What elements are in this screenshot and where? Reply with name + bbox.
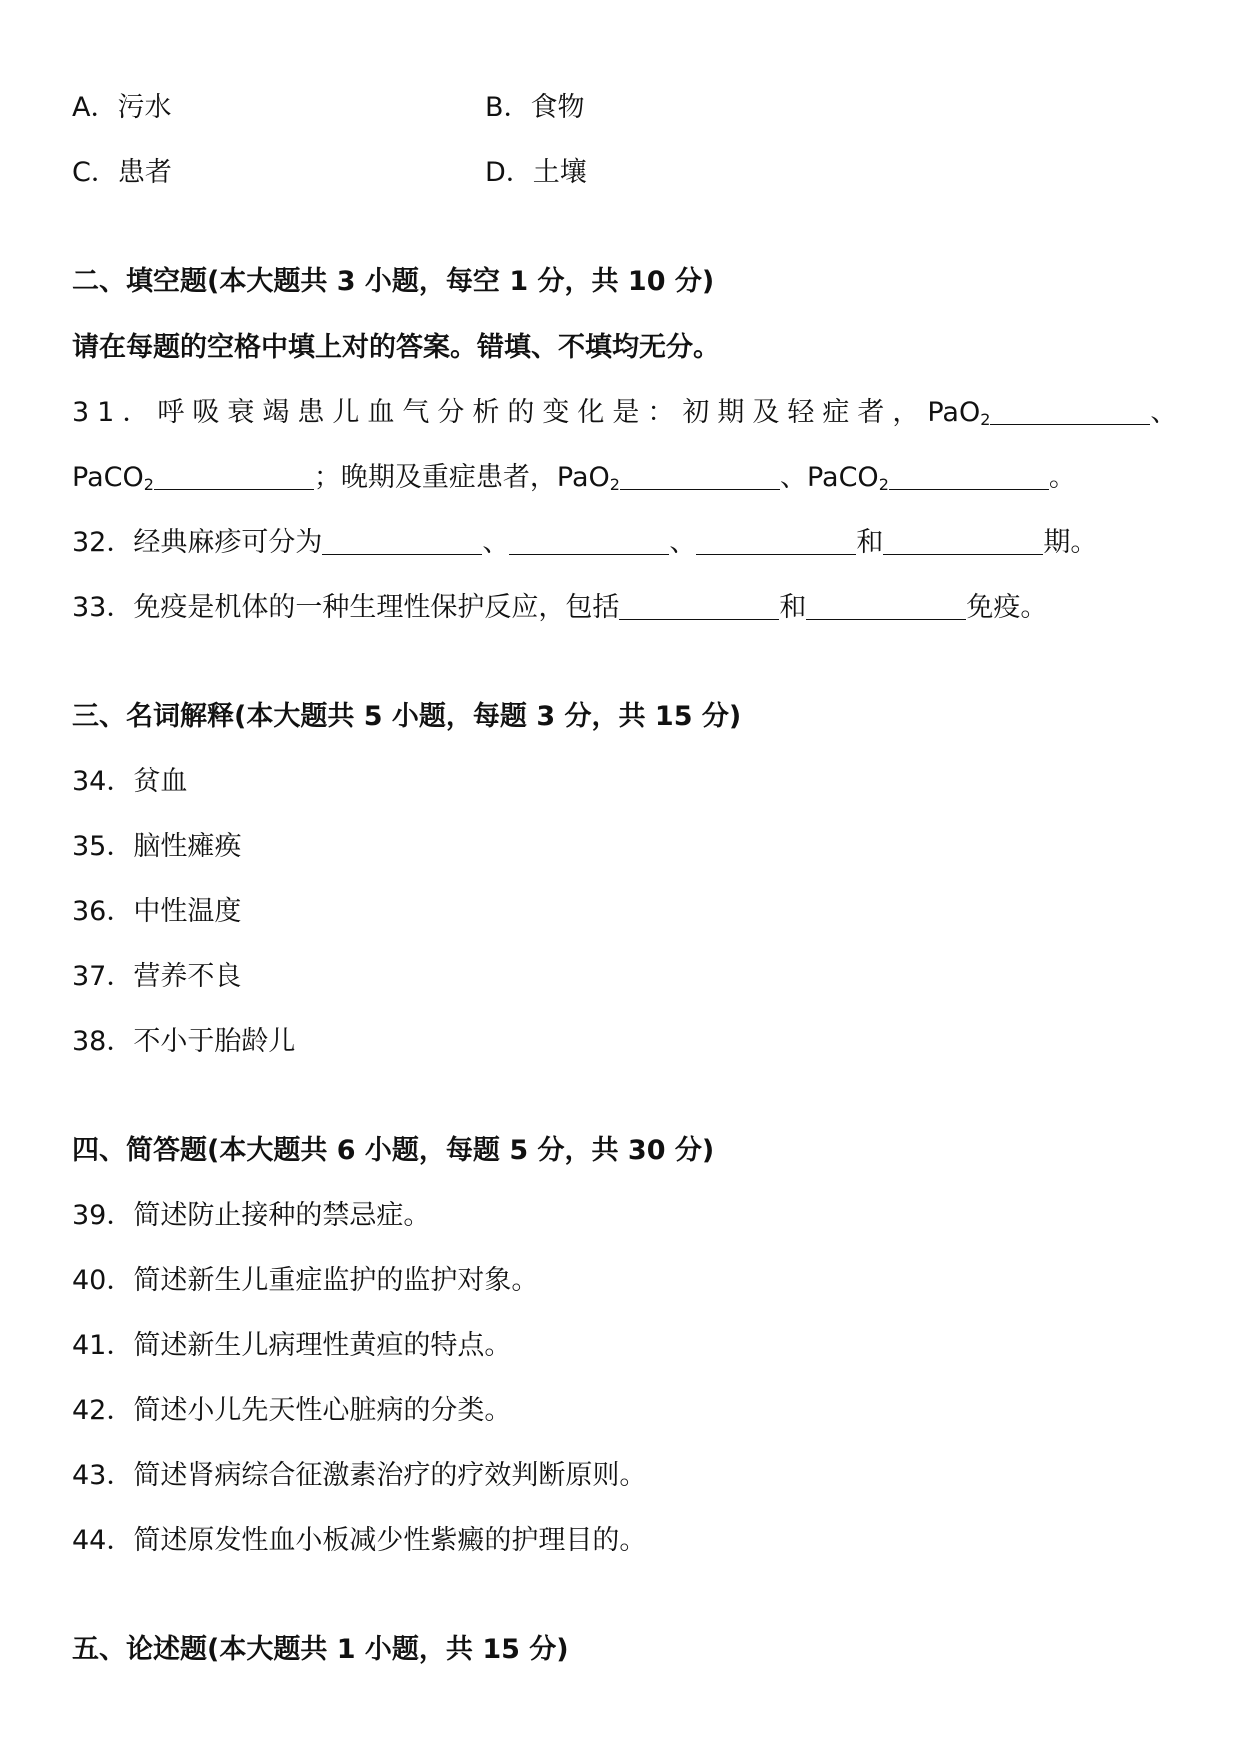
question-31-line-2	[72, 460, 1201, 496]
answer-blank[interactable]	[509, 528, 669, 555]
short-answer-item: 40．简述新生儿重症监护的监护对象。	[72, 1265, 539, 1296]
option-b: B．食物	[485, 92, 585, 123]
short-answer-item: 42．简述小儿先天性心脏病的分类。	[72, 1395, 512, 1426]
conjunction: 和	[856, 527, 884, 558]
paco2-label: PaCO	[72, 462, 144, 493]
separator: 、	[669, 527, 697, 558]
term-item: 35．脑性瘫痪	[72, 831, 242, 862]
question-32-end: 期。	[1043, 527, 1098, 558]
subscript-2: 2	[609, 475, 620, 494]
answer-blank[interactable]	[889, 463, 1049, 490]
option-c: C．患者	[72, 157, 172, 188]
pao2-label: PaO	[927, 397, 981, 428]
section-3-title: 三、名词解释(本大题共 5 小题，每题 3 分，共 15 分)	[72, 701, 742, 732]
separator: 、	[482, 527, 510, 558]
separator: 、	[779, 462, 807, 493]
question-33-end: 免疫。	[966, 592, 1048, 623]
subscript-2: 2	[143, 475, 154, 494]
option-d: D．土壤	[485, 157, 587, 188]
period: 。	[1048, 462, 1076, 493]
section-5-title: 五、论述题(本大题共 1 小题，共 15 分)	[72, 1634, 569, 1665]
term-item: 37．营养不良	[72, 961, 242, 992]
short-answer-item: 44．简述原发性血小板减少性紫癜的护理目的。	[72, 1525, 647, 1556]
question-31-text: 31．呼吸衰竭患儿血气分析的变化是：初期及轻症者，	[72, 397, 928, 428]
answer-blank[interactable]	[154, 463, 314, 490]
question-33-text: 33．免疫是机体的一种生理性保护反应，包括	[72, 592, 620, 623]
paco2-label: PaCO	[806, 462, 879, 493]
section-2-instruction: 请在每题的空格中填上对的答案。错填、不填均无分。	[72, 332, 720, 363]
conjunction: 和	[779, 592, 807, 623]
term-item: 34．贫血	[72, 766, 188, 797]
subscript-2: 2	[878, 475, 889, 494]
short-answer-item: 39．简述防止接种的禁忌症。	[72, 1200, 431, 1231]
short-answer-item: 41．简述新生儿病理性黄疸的特点。	[72, 1330, 512, 1361]
answer-blank[interactable]	[322, 528, 482, 555]
answer-blank[interactable]	[806, 593, 966, 620]
section-4-title: 四、简答题(本大题共 6 小题，每题 5 分，共 30 分)	[72, 1135, 715, 1166]
separator: 、	[1150, 397, 1178, 428]
subscript-2: 2	[980, 410, 991, 429]
answer-blank[interactable]	[990, 398, 1150, 425]
pao2-label: PaO	[556, 462, 610, 493]
section-2-title: 二、填空题(本大题共 3 小题，每空 1 分，共 10 分)	[72, 266, 715, 297]
answer-blank[interactable]	[619, 593, 779, 620]
answer-blank[interactable]	[696, 528, 856, 555]
option-a: A．污水	[72, 92, 172, 123]
answer-blank[interactable]	[883, 528, 1043, 555]
question-31-line-1	[72, 395, 1201, 431]
question-31-text-2: ；晚期及重症患者，	[313, 462, 557, 493]
question-32	[72, 525, 1201, 561]
answer-blank[interactable]	[620, 463, 780, 490]
term-item: 36．中性温度	[72, 896, 242, 927]
term-item: 38．不小于胎龄儿	[72, 1026, 296, 1057]
short-answer-item: 43．简述肾病综合征激素治疗的疗效判断原则。	[72, 1460, 647, 1491]
question-32-text: 32．经典麻疹可分为	[72, 527, 323, 558]
question-33	[72, 590, 1201, 626]
